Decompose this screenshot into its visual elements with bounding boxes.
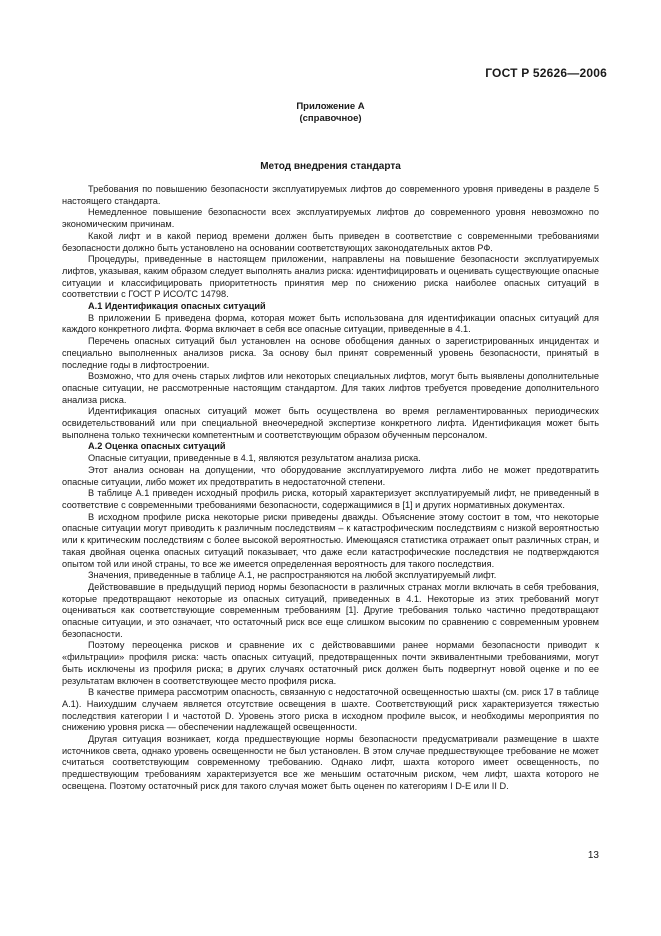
paragraph-15: Поэтому переоценка рисков и сравнение их с действовавшими ранее нормами безопасности приводит к «фильтрации» профиля риска: часть опасных ситуаций, предотвращенных почти эквивалентными требованиями, могут быть исключены из профиля риска; в других случаях остаточный риск должен быть подвергнут новой оценке и по ее результатам включен в соответствующее место профиля риска. bbox=[62, 640, 599, 686]
paragraph-10: Этот анализ основан на допущении, что оборудование эксплуатируемого лифта либо не может предотвратить опасные ситуации, либо может их предотвратить в недостаточной степени. bbox=[62, 464, 599, 487]
appendix-type: (справочное) bbox=[299, 113, 362, 124]
paragraph-1: Требования по повышению безопасности эксплуатируемых лифтов до современного уровня приведены в разделе 5 настоящего стандарта. bbox=[62, 184, 599, 206]
document-body bbox=[62, 184, 599, 793]
appendix-label: Приложение А bbox=[296, 101, 365, 112]
paragraph-12: В исходном профиле риска некоторые риски приведены дважды. Объяснение этому состоит в том, что некоторые опасные ситуации могут приводить к различным последствиям – к катастрофическим последствиям с низкой вероятностью или к критическим последствиям с более высокой вероятностью. Имеющаяся статистика отражает опыт различных стран, и такая двойная оценка опасных ситуаций показывает, что даже если катастрофические последствия не подтверждаются опытом той или иной страны, то все же имеется определенная вероятность для такого последствия. bbox=[62, 511, 599, 569]
appendix-heading bbox=[0, 101, 661, 125]
standard-header: ГОСТ Р 52626—2006 bbox=[485, 66, 607, 80]
paragraph-3: Какой лифт и в какой период времени должен быть приведен в соответствие с современными требованиями безопасности должно быть установлено на основании соответствующих законодательных актов РФ. bbox=[62, 230, 599, 253]
section-title: Метод внедрения стандарта bbox=[260, 161, 401, 172]
paragraph-6: Перечень опасных ситуаций был установлен на основе обобщения данных о зарегистрированных инцидентах и специально выполненных анализов риска. За основу был принят современный уровень безопасности, принятый в последние годы в лифтостроении. bbox=[62, 336, 599, 370]
paragraph-17: Другая ситуация возникает, когда предшествующие нормы безопасности предусматривали размещение в шахте источников света, однако уровень освещенности не был установлен. В этом случае предшествующее требование не может считаться соответствующим современному требованию. Однако лифт, шахта которого имеет освещенность, по предшествующим требованиям характеризуется все же меньшим остаточным риском, чем лифт, шахта которого не освещена. Поэтому остаточный риск для такого случая может быть оценен по категориям I D-E или II D. bbox=[62, 734, 599, 791]
paragraph-7: Возможно, что для очень старых лифтов или некоторых специальных лифтов, могут быть выявлены дополнительные опасные ситуации, не рассмотренные настоящим стандартом. Для таких лифтов требуется проведение дополнительного анализа риска. bbox=[62, 371, 599, 405]
paragraph-5: В приложении Б приведена форма, которая может быть использована для идентификации опасных ситуаций для каждого конкретного лифта. Форма включает в себя все опасные ситуации, приведенные в 4.1. bbox=[62, 312, 599, 335]
paragraph-11: В таблице А.1 приведен исходный профиль риска, который характеризует эксплуатируемый лифт, не приведенный в соответствие с современными требованиями безопасности, содержащимися в [1] и других нормативных документах. bbox=[62, 488, 599, 510]
paragraph-2: Немедленное повышение безопасности всех эксплуатируемых лифтов до современного уровня невозможно по экономическим причинам. bbox=[62, 207, 599, 230]
paragraph-4: Процедуры, приведенные в настоящем приложении, направлены на повышение безопасности эксплуатируемых лифтов, указывая, каким образом следует выполнять анализ риска: идентифицировать и оценивать существующие опасные ситуации и классифицировать приоритетность принятия мер по снижению риска наиболее опасных ситуаций в соответствии с ГОСТ Р ИСО/ТС 14798. bbox=[62, 254, 599, 300]
paragraph-13: Значения, приведенные в таблице А.1, не распространяются на любой эксплуатируемый лифт. bbox=[88, 570, 497, 581]
paragraph-9: Опасные ситуации, приведенные в 4.1, являются результатом анализа риска. bbox=[88, 453, 421, 464]
page-number: 13 bbox=[587, 850, 599, 861]
subsection-heading-a2: А.2 Оценка опасных ситуаций bbox=[88, 441, 226, 452]
paragraph-8: Идентификация опасных ситуаций может быть осуществлена во время регламентированных периодических освидетельствований или при специальной внеочередной экспертизе конкретного лифта. Идентификация может быть выполнена только технически компетентным и соответствующим образом обученным персоналом. bbox=[62, 406, 599, 440]
paragraph-16: В качестве примера рассмотрим опасность, связанную с недостаточной освещенностью шахты (см. риск 17 в таблице А.1). Наихудшим случаем является отсутствие освещения в шахте. Соответствующий риск характеризуется тяжестью последствия категории I и частотой D. Уровень этого риска в исходном профиле высок, и необходимы мероприятия по снижению уровня риска — обеспечении надлежащей освещенности. bbox=[62, 687, 599, 733]
paragraph-14: Действовавшие в предыдущий период нормы безопасности в различных странах могли включать в себя требования, которые предотвращают некоторые из опасных ситуаций, приведенных в 4.1. Некоторые из этих требований могут оцениваться как соответствующие современным требованиям [1]. Другие требования только частично предотвращают опасные ситуации, и это означает, что остаточный риск все еще слишком высоким по сравнению с современным уровнем безопасности. bbox=[62, 581, 599, 639]
subsection-heading-a1: А.1 Идентификация опасных ситуаций bbox=[88, 301, 266, 312]
